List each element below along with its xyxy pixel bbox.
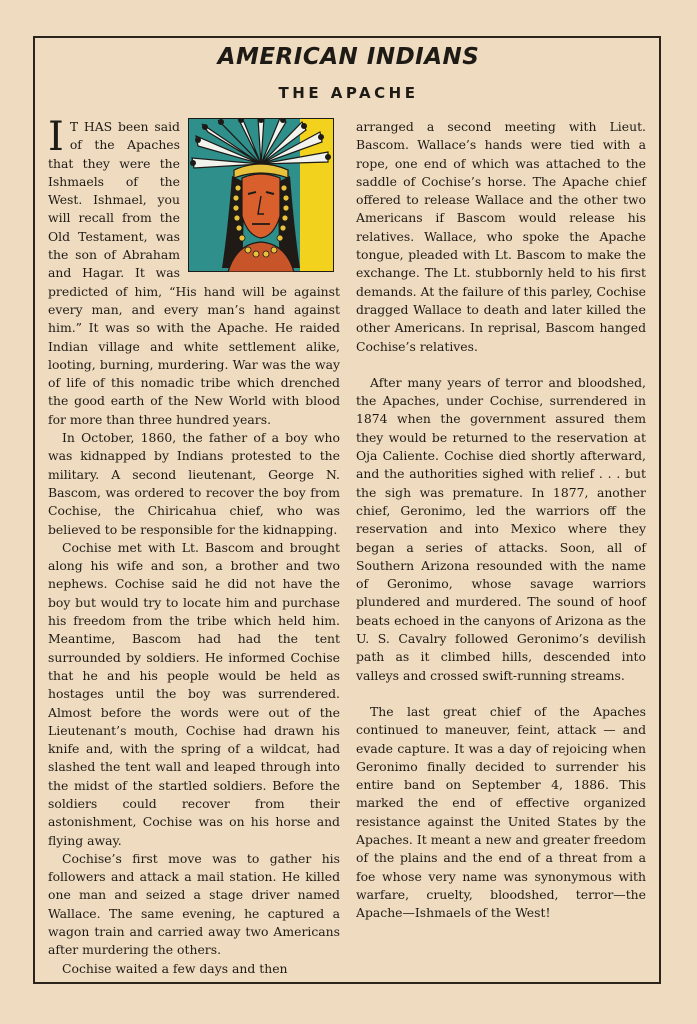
article-paragraph-2: In October, 1860, the father of a boy who was kidnapped by Indians protested to the military. A second lieutenant, George N. Bascom, was ordered to recover the boy from Cochise, the Chiricahua chief, who was believed to be responsible for the kidnapping. — [48, 430, 340, 537]
article-paragraph-5-start: Cochise waited a few days and then — [62, 960, 288, 976]
article-paragraph-7: The last great chief of the Apaches continued to maneuver, feint, attack — and evade capture. It was a day of rejoicing when Geronimo finally decided to surrender his entire band on September 4, 1886. This marked the end of effective organized resistance against the United States by the Apaches. It meant a new and greater freedom of the plains and the end of a threat from a foe whose very name was synonymous with warfare, cruelty, bloodshed, terror—the Apache—Ishmaels of the West! — [356, 703, 646, 921]
article-paragraph-5-continued: arranged a second meeting with Lieut. Bascom. Wallace’s hands were tied with a rope, one end of which was attached to the saddle of Cochise’s horse. The Apache chief offered to release Wallace and the other two Americans if Bascom would release his relatives. Wallace, who spoke the Apache tongue, pleaded with Lt. Bascom to make the exchange. The Lt. stubbornly held to his first demands. At the failure of this parley, Cochise dragged Wallace to death and later killed the other Americans. In reprisal, Bascom hanged Cochise’s relatives. — [356, 119, 646, 354]
article-paragraph-3: Cochise met with Lt. Bascom and brought along his wife and son, a brother and two nephews. Cochise said he did not have the boy but would try to locate him and purchase his freedom from the tribe which held him. Meantime, Bascom had had the tent surrounded by soldiers. He informed Cochise that he and his people would be held as hostages until the boy was surrendered. Almost before the words were out of the Lieutenant’s mouth, Cochise had drawn his knife and, with the spring of a wildcat, had slashed the tent wall and leaped through into the midst of the startled soldiers. Before the soldiers could recover from their astonishment, Cochise was on his horse and flying away. — [48, 539, 340, 848]
article-paragraph-4: Cochise’s first move was to gather his followers and attack a mail station. He killed one man and seized a stage driver named Wallace. The same evening, he captured a wagon train and carried away two Americans after murdering the others. — [48, 850, 340, 958]
drop-cap: I — [48, 114, 64, 160]
article-paragraph-6: After many years of terror and bloodshed, the Apaches, under Cochise, surrendered in 1874 when the government assured them they would be returned to the reservation at Oja Caliente. Cochise died shortly afterward, and the authorities sighed with relief . . . but the sigh was premature. In 1877, another chief, Geronimo, led the warriors off the reservation and into Mexico where they began a series of attacks. Soon, all of Southern Arizona resounded with the name of Geronimo, whose savage warriors plundered and murdered. The sound of hoof beats echoed in the canyons of Arizona as the U. S. Cavalry followed Geronimo’s devilish path as it climbed hills, descended into valleys and crossed swift-running streams. — [356, 374, 646, 683]
article-column-right — [356, 118, 646, 922]
page-title: AMERICAN INDIANS — [217, 44, 480, 70]
article-column-left — [48, 114, 340, 978]
apache-chief-portrait-icon — [188, 118, 334, 272]
article-paragraph-1: I T HAS been said of the Apaches that they were the Ishmaels of the West. Ishmael, you will recall from the Old Testament, was the son of Abraham and Hagar. It was predicted of him, “His hand will be against every man, and every man’s hand against him.” It was so with the Apache. He raided Indian village and white settlement alike, looting, burning, murdering. War was the way of life of this nomadic tribe which drenched the good earth of the New World with blood for more than three hundred years. — [48, 114, 340, 427]
page-subtitle: THE APACHE — [278, 84, 419, 102]
